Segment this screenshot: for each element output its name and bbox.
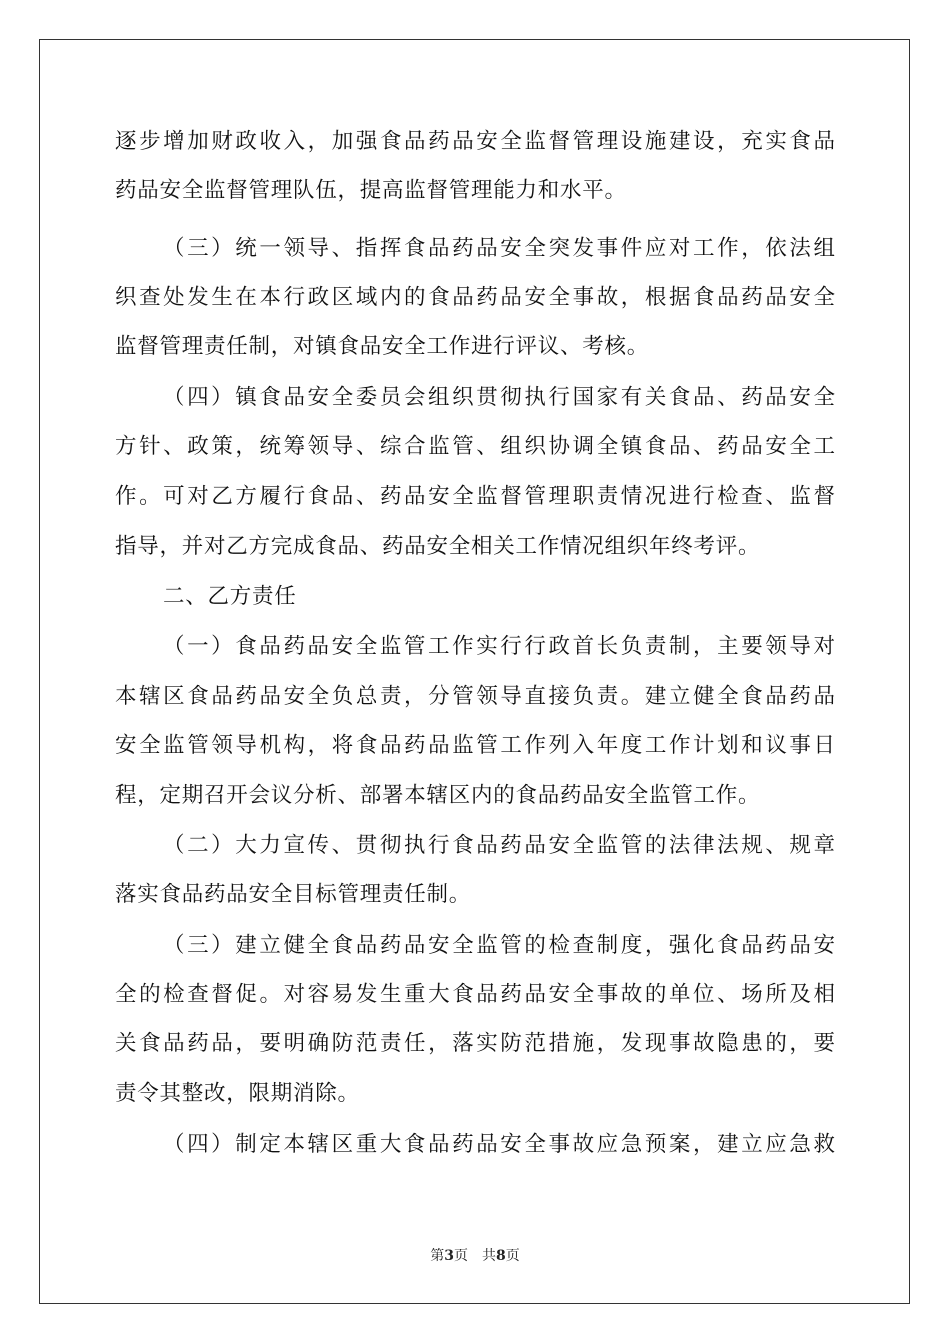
text-line: 本辖区食品药品安全负总责，分管领导直接负责。建立健全食品药品 [115, 684, 835, 709]
paragraph-start-line: （四）镇食品安全委员会组织贯彻执行国家有关食品、药品安全 [163, 385, 835, 410]
section-heading: 二、乙方责任 [163, 584, 297, 609]
text-line: 织查处发生在本行政区域内的食品药品安全事故，根据食品药品安全 [115, 285, 835, 310]
total-prefix: 共 [482, 1248, 496, 1264]
text-line: 药品安全监督管理队伍，提高监督管理能力和水平。 [115, 178, 627, 203]
text-line: 安全监管领导机构，将食品药品监管工作列入年度工作计划和议事日 [115, 733, 835, 758]
text-line: 监督管理责任制，对镇食品安全工作进行评议、考核。 [115, 334, 650, 359]
text-line: 指导，并对乙方完成食品、药品安全相关工作情况组织年终考评。 [115, 534, 761, 559]
text-line: 全的检查督促。对容易发生重大食品药品安全事故的单位、场所及相 [115, 982, 835, 1007]
paragraph-start-line: （一）食品药品安全监管工作实行行政首长负责制，主要领导对 [163, 634, 835, 659]
page-border [39, 39, 910, 1304]
text-line: 逐步增加财政收入，加强食品药品安全监督管理设施建设，充实食品 [115, 129, 835, 154]
paragraph-start-line: （四）制定本辖区重大食品药品安全事故应急预案，建立应急救 [163, 1132, 835, 1157]
text-line: 落实食品药品安全目标管理责任制。 [115, 882, 472, 907]
text-line: 程，定期召开会议分析、部署本辖区内的食品药品安全监管工作。 [115, 783, 761, 808]
total-unit: 页 [505, 1248, 520, 1264]
paragraph-start-line: （二）大力宣传、贯彻执行食品药品安全监管的法律法规、规章 [163, 833, 835, 858]
current-page-number: 3 [444, 1248, 454, 1264]
text-line: 作。可对乙方履行食品、药品安全监督管理职责情况进行检查、监督 [115, 484, 835, 509]
page-prefix: 第 [430, 1248, 445, 1264]
paragraph-start-line: （三）建立健全食品药品安全监管的检查制度，强化食品药品安 [163, 933, 835, 958]
paragraph-start-line: （三）统一领导、指挥食品药品安全突发事件应对工作，依法组 [163, 236, 835, 261]
text-line: 方针、政策，统筹领导、综合监管、组织协调全镇食品、药品安全工 [115, 434, 835, 459]
page-unit: 页 [454, 1248, 468, 1264]
page-footer [0, 1246, 950, 1266]
text-line: 关食品药品，要明确防范责任，落实防范措施，发现事故隐患的，要 [115, 1031, 835, 1056]
text-line: 责令其整改，限期消除。 [115, 1081, 360, 1106]
total-page-count: 8 [496, 1248, 506, 1264]
